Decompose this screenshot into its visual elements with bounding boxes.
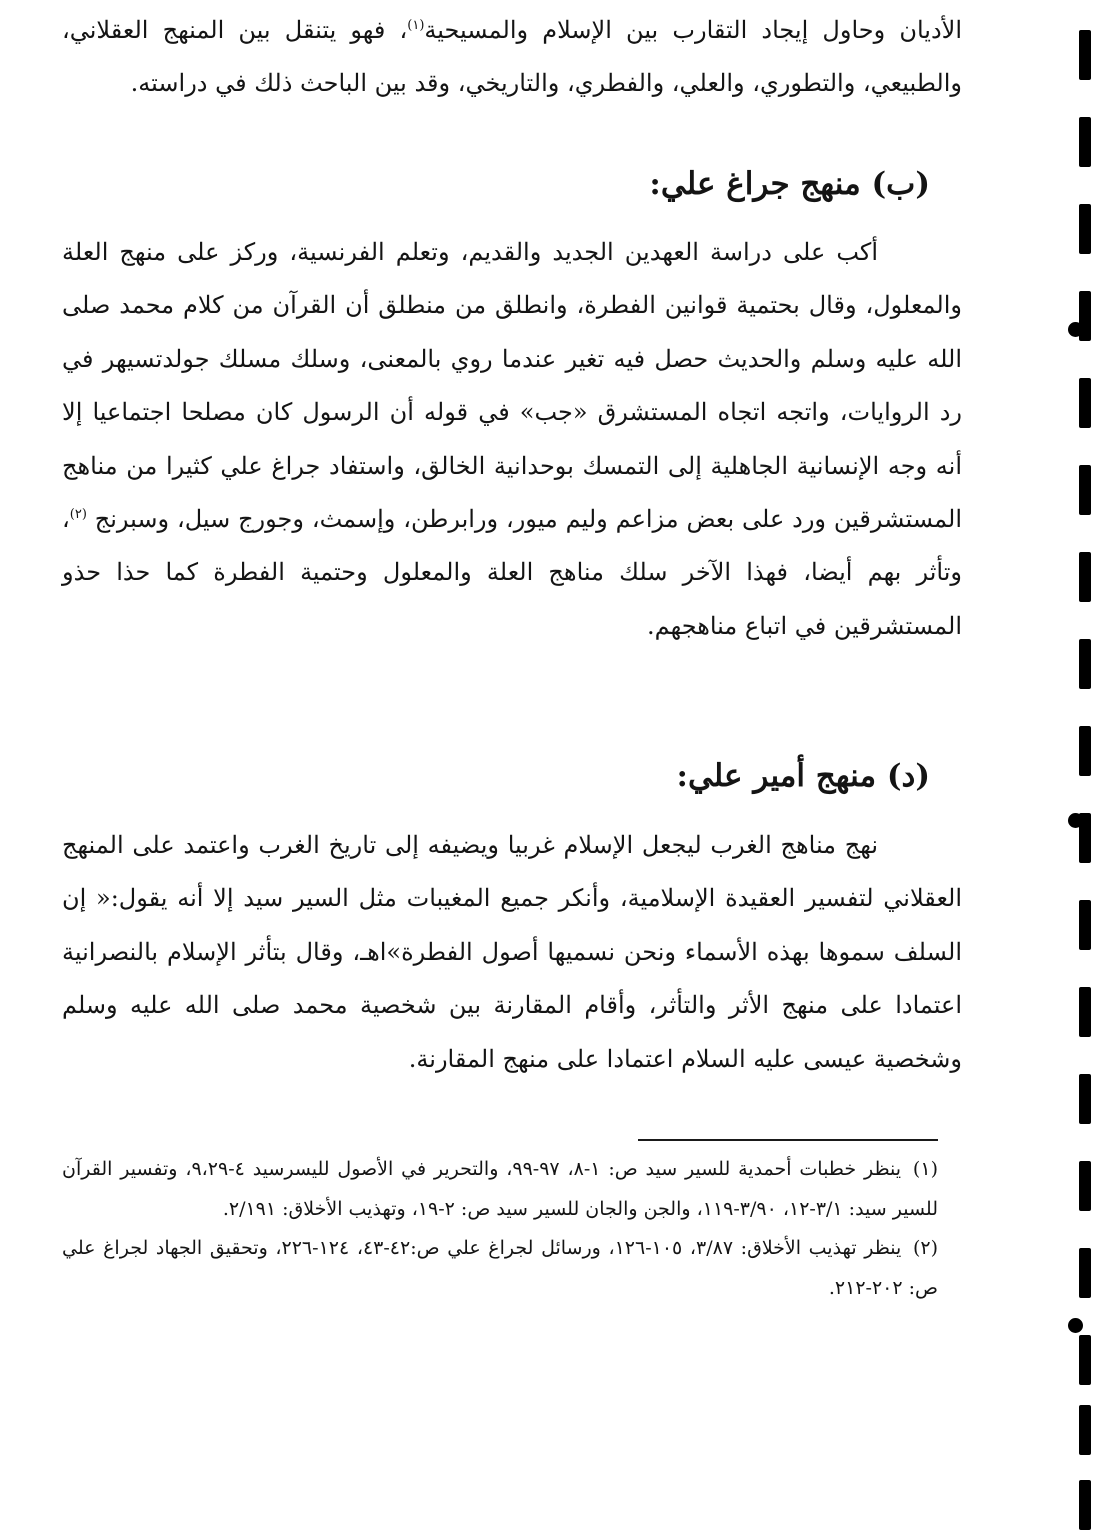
section-d-heading: (د) منهج أمير علي: [676,758,930,794]
footnote-1-number: (١) [912,1158,938,1180]
binding-mark [1079,1074,1091,1124]
binding-mark [1079,1248,1091,1298]
binding-mark [1079,639,1091,689]
section-b-paragraph [62,226,962,653]
binding-mark [1079,204,1091,254]
section-b-text-after: ، وتأثر بهم أيضا، فهذا الآخر سلك مناهج العلة والمعلول وحتمية الفطرة كما حذا حذو المستشرقين في اتباع مناهجهم. [62,505,962,640]
section-b-text-before: أكب على دراسة العهدين الجديد والقديم، وتعلم الفرنسية، وركز على منهج العلة والمعلول، وقال بحتمية قوانين الفطرة، وانطلق من منطلق أن القرآن من كلام محمد صلى الله عليه وسلم والحديث حصل فيه تغير عندما روي بالمعنى، وسلك مسلك جولدتسيهر في رد الروايات، واتجه اتجاه المستشرق «جب» في قوله أن الرسول كان مصلحا اجتماعيا إلا أنه وجه الإنسانية الجاهلية إلى التمسك بوحدانية الخالق، واستفاد جراغ علي كثيرا من مناهج المستشرقين ورد على بعض مزاعم وليم ميور، ورابرطن، وإسمث، وجورج سيل، وسبرنج [62,238,962,534]
binding-marks [1067,0,1097,1532]
footnote-ref-2[interactable]: (٢) [69,507,87,523]
binding-mark [1079,117,1091,167]
binding-mark [1079,1480,1091,1530]
binding-mark [1079,378,1091,428]
footnote-1 [62,1150,938,1229]
binding-mark [1079,900,1091,950]
intro-paragraph [62,4,962,111]
footnote-separator [638,1139,938,1141]
binding-mark [1079,1405,1091,1455]
intro-text-after: ، فهو يتنقل بين المنهج العقلاني، والطبيعي، والتطوري، والعلي، والفطري، والتاريخي، وقد بين الباحث ذلك في دراسته. [62,16,962,98]
section-b-heading: (ب) منهج جراغ علي: [649,166,930,202]
binding-mark [1079,30,1091,80]
footnote-ref-1[interactable]: (١) [407,18,425,33]
footnote-2-text: ينظر تهذيب الأخلاق: ٣/٨٧، ١٠٥-١٢٦، ورسائل لجراغ علي ص:٤٢-٤٣، ١٢٤-٢٢٦، وتحقيق الجهاد لجراغ علي ص: ٢٠٢-٢١٢. [62,1237,938,1300]
footnote-1-text: ينظر خطبات أحمدية للسير سيد ص: ١-٨، ٩٧-٩٩، والتحرير في الأصول لليسرسيد ٤-٩،٢٩، وتفسير القرآن للسير سيد: ٣/١-١٢، ٣/٩٠-١١٩، والجن والجان للسير سيد ص: ٢-١٩، وتهذيب الأخلاق: ٢/١٩١. [62,1158,938,1220]
footnote-2 [62,1229,938,1308]
intro-text-before: الأديان وحاول إيجاد التقارب بين الإسلام والمسيحية [424,16,962,44]
binding-dot [1068,1318,1083,1333]
binding-dot [1068,813,1083,828]
binding-mark [1079,987,1091,1037]
footnote-2-number: (٢) [912,1237,939,1260]
binding-mark [1079,552,1091,602]
binding-mark [1079,1335,1091,1385]
binding-mark [1079,1161,1091,1211]
binding-dot [1068,322,1083,337]
binding-mark [1079,465,1091,515]
binding-mark [1079,726,1091,776]
footnotes [62,1150,938,1309]
section-d-paragraph: نهج مناهج الغرب ليجعل الإسلام غربيا ويضيفه إلى تاريخ الغرب واعتمد على المنهج العقلاني لتفسير العقيدة الإسلامية، وأنكر جميع المغيبات مثل السير سيد إلا أنه يقول:« إن السلف سموها بهذه الأسماء ونحن نسميها أصول الفطرة»اهـ، وقال بتأثر الإسلام بالنصرانية اعتمادا على منهج الأثر والتأثر، وأقام المقارنة بين شخصية محمد صلى الله عليه وسلم وشخصية عيسى عليه السلام اعتمادا على منهج المقارنة. [62,831,963,1073]
